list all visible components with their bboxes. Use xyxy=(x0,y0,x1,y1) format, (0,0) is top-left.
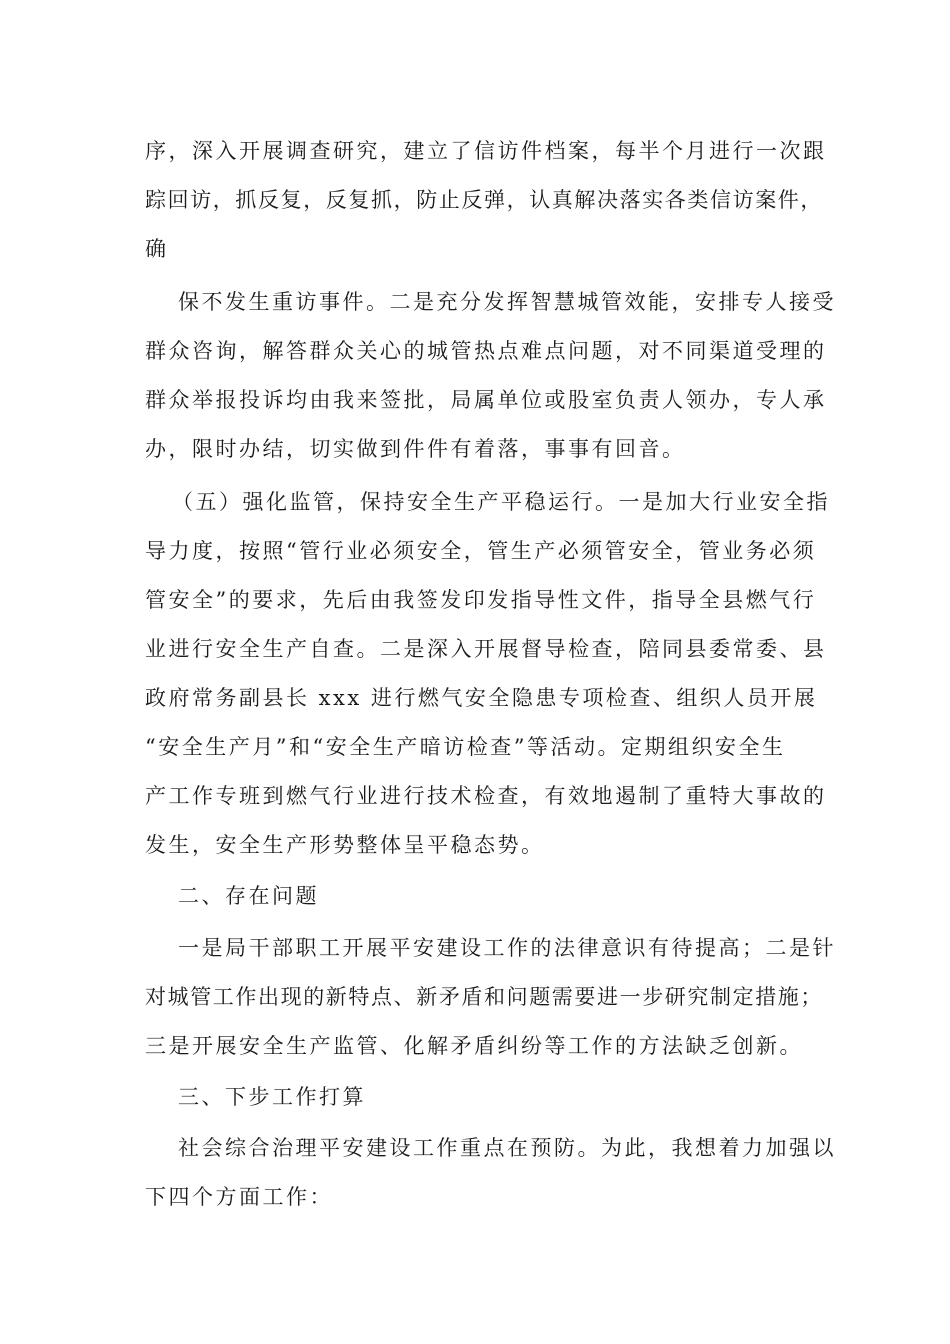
text-line: 政府常务副县长 xxx 进行燃气安全隐患专项检查、组织人员开展 xyxy=(145,686,818,710)
section-heading: 二、存在问题 xyxy=(178,884,319,908)
text-line: 下四个方面工作： xyxy=(145,1185,333,1209)
text-line: 对城管工作出现的新特点、新矛盾和问题需要进一步研究制定措施； xyxy=(145,985,823,1009)
text-line: 保不发生重访事件。二是充分发挥智慧城管效能，安排专人接受 xyxy=(178,290,836,314)
text-line: 一是局干部职工开展平安建设工作的法律意识有待提高；二是针 xyxy=(178,936,836,960)
text-line: 导力度，按照“管行业必须安全，管生产必须管安全，管业务必须 xyxy=(145,539,817,563)
text-line: 踪回访，抓反复，反复抓，防止反弹，认真解决落实各类信访案件， xyxy=(145,188,823,212)
text-line: 社会综合治理平安建设工作重点在预防。为此，我想着力加强以 xyxy=(178,1136,836,1160)
text-line: 发生，安全生产形势整体呈平稳态势。 xyxy=(145,833,545,857)
text-line: 管安全”的要求，先后由我签发印发指导性文件，指导全县燃气行 xyxy=(145,588,817,612)
text-line: 序，深入开展调查研究，建立了信访件档案，每半个月进行一次跟 xyxy=(145,139,827,163)
text-line: 三是开展安全生产监管、化解矛盾纠纷等工作的方法缺乏创新。 xyxy=(145,1034,803,1058)
text-line: 办，限时办结，切实做到件件有着落，事事有回音。 xyxy=(145,437,686,461)
text-line: “安全生产月”和“安全生产暗访检查”等活动。定期组织安全生 xyxy=(145,735,786,759)
text-line: 业进行安全生产自查。二是深入开展督导检查，陪同县委常委、县 xyxy=(145,637,827,661)
text-line: 确 xyxy=(145,237,169,261)
text-line: （五）强化监管，保持安全生产平稳运行。一是加大行业安全指 xyxy=(172,490,830,514)
text-line: 群众举报投诉均由我来签批，局属单位或股室负责人领办，专人承 xyxy=(145,388,827,412)
text-line: 产工作专班到燃气行业进行技术检查，有效地遏制了重特大事故的 xyxy=(145,784,827,808)
section-heading: 三、下步工作打算 xyxy=(178,1085,366,1109)
text-line: 群众咨询，解答群众关心的城管热点难点问题，对不同渠道受理的 xyxy=(145,339,827,363)
